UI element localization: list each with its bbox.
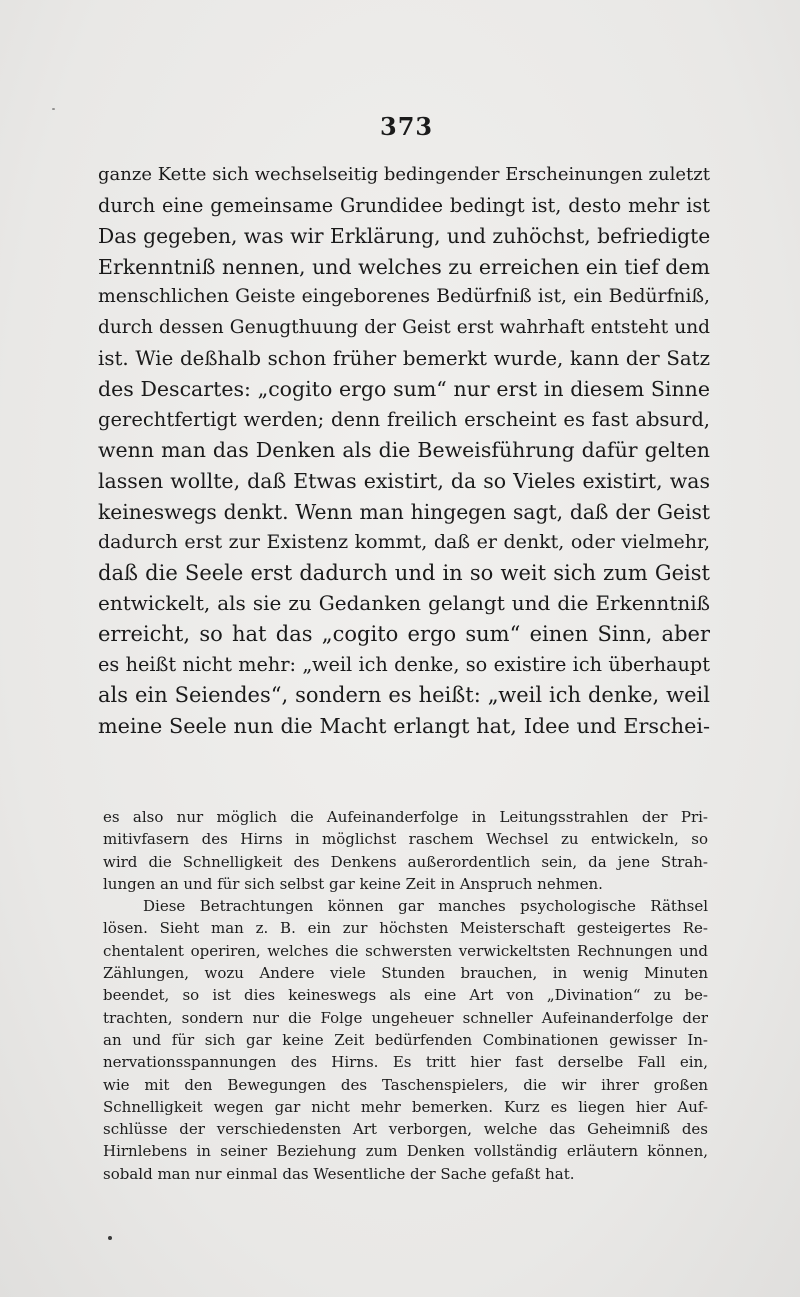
footnote-line: Diese Betrachtungen können gar manches psychologische Räthsel bbox=[143, 897, 708, 916]
footnote-line: es also nur möglich die Aufeinanderfolge in Leitungsstrahlen der Pri- bbox=[103, 808, 708, 826]
body-line: Erkenntniß nennen, und welches zu erreichen ein tief dem bbox=[98, 254, 710, 279]
body-line: als ein Seiendes“, sondern es heißt: „weil ich denke, weil bbox=[98, 683, 710, 708]
footnote-line: beendet, so ist dies keineswegs als eine Art von „Divination“ zu be- bbox=[103, 986, 708, 1005]
footnote-line: nervationsspannungen des Hirns. Es tritt hier fast derselbe Fall ein, bbox=[103, 1053, 708, 1072]
body-line: menschlichen Geiste eingeborenes Bedürfniß ist, ein Bedürfniß, bbox=[98, 286, 710, 308]
body-line: lassen wollte, daß Etwas existirt, da so Vieles existirt, was bbox=[98, 468, 710, 493]
body-line: erreicht, so hat das „cogito ergo sum“ einen Sinn, aber bbox=[98, 621, 710, 646]
footnote-line: chentalent operiren, welches die schwersten verwickeltsten Rechnungen und bbox=[103, 941, 708, 960]
body-line: ist. Wie deßhalb schon früher bemerkt wurde, kann der Satz bbox=[98, 346, 710, 370]
body-line: meine Seele nun die Macht erlangt hat, Idee und Erschei- bbox=[98, 713, 710, 738]
paper-speck bbox=[108, 1236, 112, 1240]
footnote-line: an und für sich gar keine Zeit bedürfenden Combinationen gewisser In- bbox=[103, 1030, 708, 1049]
body-line: gerechtfertigt werden; denn freilich erscheint es fast absurd, bbox=[98, 407, 710, 431]
footnote-line: sobald man nur einmal das Wesentliche der Sache gefaßt hat. bbox=[103, 1164, 575, 1183]
footnote-line: trachten, sondern nur die Folge ungeheuer schneller Aufeinanderfolge der bbox=[103, 1008, 708, 1027]
body-line: es heißt nicht mehr: „weil ich denke, so existire ich überhaupt bbox=[98, 652, 710, 676]
body-line: entwickelt, als sie zu Gedanken gelangt und die Erkenntniß bbox=[98, 591, 710, 616]
footnote-line: wie mit den Bewegungen des Taschenspielers, die wir ihrer großen bbox=[103, 1075, 708, 1094]
footnote-text bbox=[103, 806, 708, 1185]
footnote-line: Zählungen, wozu Andere viele Stunden brauchen, in wenig Minuten bbox=[103, 964, 708, 983]
body-line: durch dessen Genugthuung der Geist erst wahrhaft entsteht und bbox=[98, 316, 710, 338]
body-line: daß die Seele erst dadurch und in so weit sich zum Geist bbox=[98, 560, 710, 585]
paper-speck bbox=[52, 108, 55, 110]
body-line: Das gegeben, was wir Erklärung, und zuhöchst, befriedigte bbox=[98, 224, 710, 249]
body-line: durch eine gemeinsame Grundidee bedingt ist, desto mehr ist bbox=[98, 193, 710, 217]
footnote-line: Hirnlebens in seiner Beziehung zum Denken vollständig erläutern können, bbox=[103, 1142, 708, 1161]
footnote-line: mitivfasern des Hirns in möglichst raschem Wechsel zu entwickeln, so bbox=[103, 830, 708, 849]
page-number: 373 bbox=[380, 112, 434, 141]
main-body-text bbox=[98, 160, 710, 741]
footnote-line: schlüsse der verschiedensten Art verborgen, welche das Geheimniß des bbox=[103, 1120, 708, 1139]
body-line: ganze Kette sich wechselseitig bedingender Erscheinungen zuletzt bbox=[98, 164, 710, 185]
body-line: des Descartes: „cogito ergo sum“ nur erst in diesem Sinne bbox=[98, 377, 710, 402]
footnote-line: lungen an und für sich selbst gar keine Zeit in Anspruch nehmen. bbox=[103, 874, 603, 893]
footnote-line: lösen. Sieht man z. B. ein zur höchsten Meisterschaft gesteigertes Re- bbox=[103, 919, 708, 938]
body-line: wenn man das Denken als die Beweisführung dafür gelten bbox=[98, 438, 710, 463]
footnote-line: Schnelligkeit wegen gar nicht mehr bemerken. Kurz es liegen hier Auf- bbox=[103, 1097, 708, 1116]
body-line: keineswegs denkt. Wenn man hingegen sagt, daß der Geist bbox=[98, 499, 710, 524]
body-line: dadurch erst zur Existenz kommt, daß er denkt, oder vielmehr, bbox=[98, 531, 710, 554]
footnote-line: wird die Schnelligkeit des Denkens außerordentlich sein, da jene Strah- bbox=[103, 852, 708, 871]
